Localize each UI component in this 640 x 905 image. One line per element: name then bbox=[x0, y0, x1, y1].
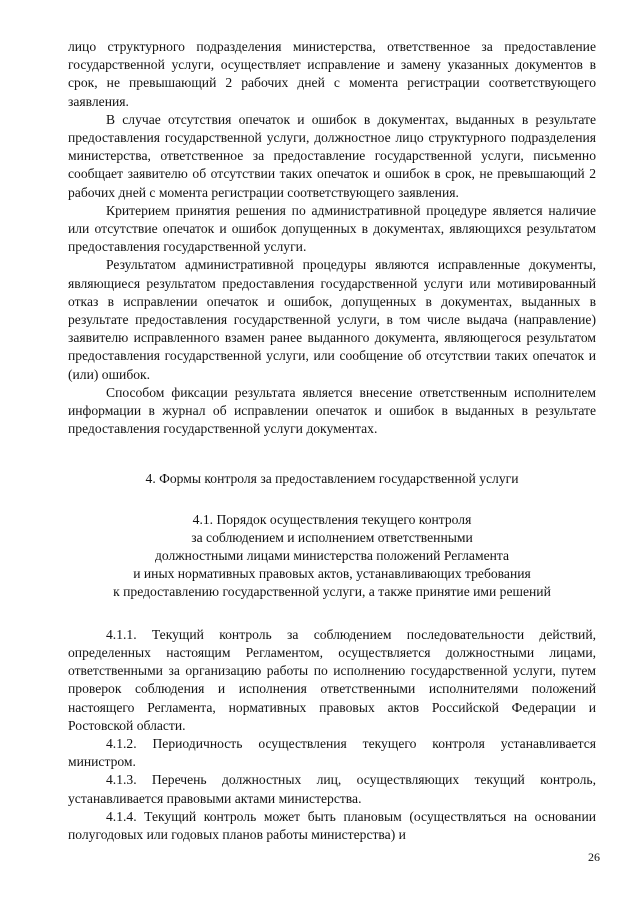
page-content bbox=[68, 38, 596, 844]
subsection-title-line: 4.1. Порядок осуществления текущего контроля bbox=[192, 511, 472, 527]
paragraph-result-recording: Способом фиксации результата является внесение ответственным исполнителем информации в журнал об исправлении опечаток и ошибок в выданных в результате предоставления государственной услуги документах. bbox=[68, 384, 596, 437]
paragraph-no-errors: В случае отсутствия опечаток и ошибок в документах, выданных в результате предоставления государственной услуги, должностное лицо структурного подразделения министерства, ответственное за предоставление государственной услуги, письменно сообщает заявителю об отсутствии таких опечаток и ошибок в срок, не превышающий 2 рабочих дней с момента регистрации соответствующего заявления. bbox=[68, 111, 596, 200]
paragraph-continuation: лицо структурного подразделения министерства, ответственное за предоставление государственной услуги, осуществляет исправление и замену указанных документов в срок, не превышающий 2 рабочих дней с момента регистрации соответствующего заявления. bbox=[68, 39, 596, 109]
clause-4-1-3: 4.1.3. Перечень должностных лиц, осуществляющих текущий контроль, устанавливается правовыми актами министерства. bbox=[68, 772, 596, 806]
subsection-title bbox=[68, 511, 596, 602]
clause-4-1-2: 4.1.2. Периодичность осуществления текущего контроля устанавливается министром. bbox=[68, 735, 596, 770]
subsection-title-line: за соблюдением и исполнением ответственными bbox=[191, 529, 473, 545]
subsection-title-line: и иных нормативных правовых актов, устанавливающих требования bbox=[133, 566, 531, 582]
subsection-title-line: должностными лицами министерства положений Регламента bbox=[154, 548, 510, 564]
paragraph-procedure-result: Результатом административной процедуры являются исправленные документы, являющиеся результатом предоставления государственной услуги или мотивированный отказ в исправлении опечаток и ошибок, допущенных в документах, выданных в результате предоставления государственной услуги, в том числе выдача (направление) заявителю исправленного взамен ранее выданного документа, являющегося результатом предоставления государственной услуги, или сообщение об отсутствии таких опечаток и (или) ошибок. bbox=[68, 257, 596, 382]
paragraph-decision-criterion: Критерием принятия решения по административной процедуре является наличие или отсутствие опечаток и ошибок допущенных в документах, являющихся результатом предоставления государственной услуги. bbox=[68, 202, 596, 255]
clause-4-1-1: 4.1.1. Текущий контроль за соблюдением последовательности действий, определенных настоящим Регламентом, осуществляется должностными лицами, ответственными за организацию работы по исполнению государственной услуги, путем проверок соблюдения и исполнения ответственными исполнителями положений настоящего Регламента, нормативных правовых актов Российской Федерации и Ростовской области. bbox=[68, 626, 596, 733]
section-title: 4. Формы контроля за предоставлением государственной услуги bbox=[145, 471, 519, 487]
clause-4-1-4: 4.1.4. Текущий контроль может быть плановым (осуществляться на основании полугодовых или годовых планов работы министерства) и bbox=[68, 808, 596, 842]
subsection-title-line: к предоставлению государственной услуги, а также принятие ими решений bbox=[113, 584, 551, 600]
page-number: 26 bbox=[588, 850, 600, 864]
